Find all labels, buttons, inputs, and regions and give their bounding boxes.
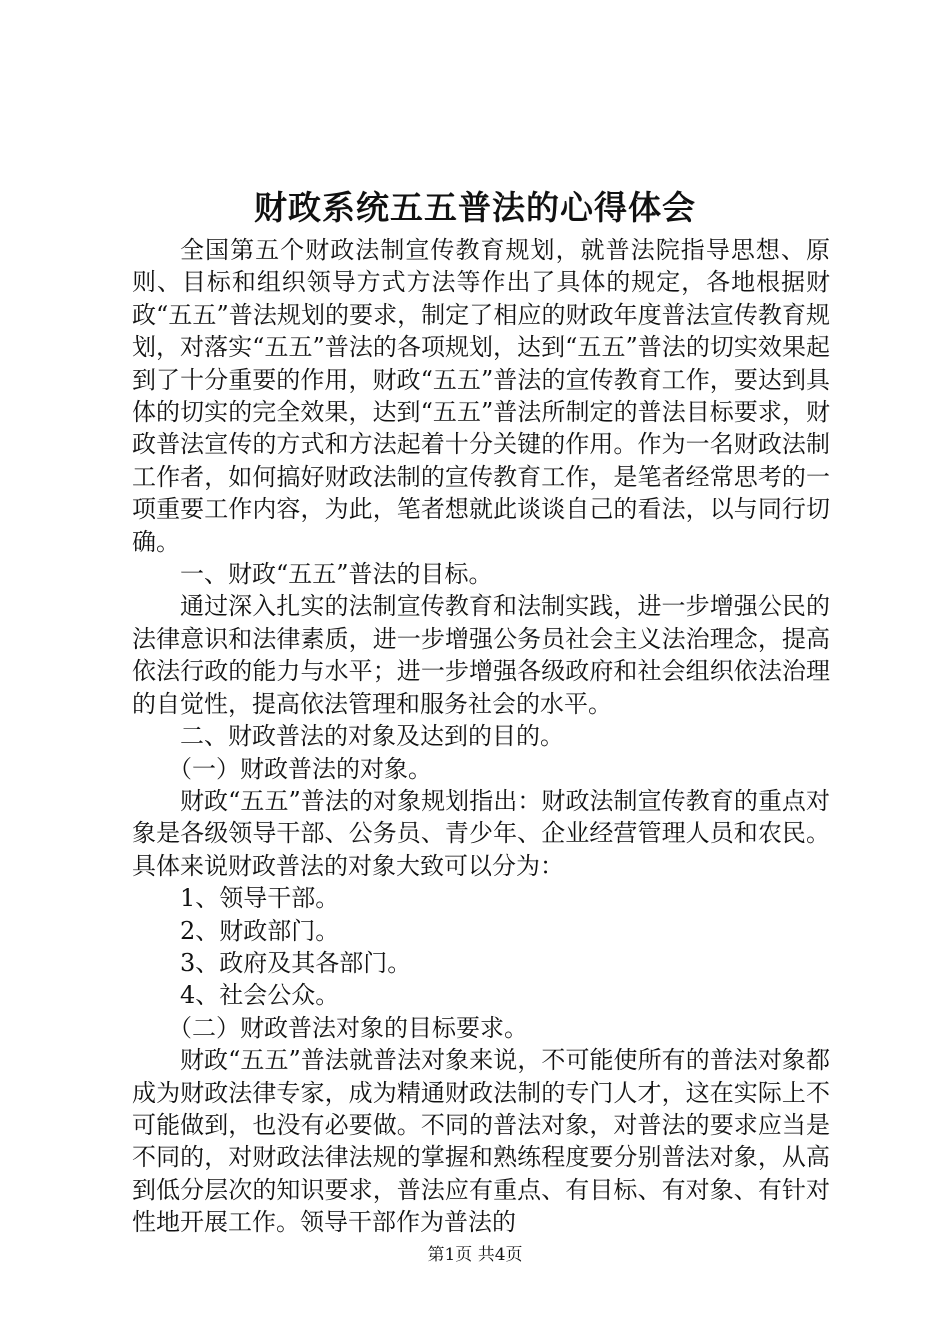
paragraph-targets: 财政“五五”普法的对象规划指出：财政法制宣传教育的重点对象是各级领导干部、公务员、青少年、企业经营管理人员和农民。具体来说财政普法的对象大致可以分为： — [132, 786, 830, 880]
paragraph-intro: 全国第五个财政法制宣传教育规划，就普法院指导思想、原则、目标和组织领导方式方法等作出了具体的规定，各地根据财政“五五”普法规划的要求，制定了相应的财政年度普法宣传教育规划，对落实“五五”普法的各项规划，达到“五五”普法的切实效果起到了十分重要的作用，财政“五五”普法的宣传教育工作，要达到具体的切实的完全效果，达到“五五”普法所制定的普法目标要求，财政普法宣传的方式和方法起着十分关键的作用。作为一名财政法制工作者，如何搞好财政法制的宣传教育工作，是笔者经常思考的一项重要工作内容，为此，笔者想就此谈谈自己的看法，以与同行切确。 — [132, 236, 830, 556]
section-heading-2: 二、财政普法的对象及达到的目的。 — [180, 722, 564, 751]
list-item: 4、社会公众。 — [180, 981, 340, 1010]
subsection-heading-1: （一）财政普法的对象。 — [168, 754, 432, 783]
page-footer: 第1页 共4页 — [427, 1245, 523, 1265]
document-title: 财政系统五五普法的心得体会 — [254, 188, 696, 227]
paragraph-goals: 通过深入扎实的法制宣传教育和法制实践，进一步增强公民的法律意识和法律素质，进一步增强公务员社会主义法治理念，提高依法行政的能力与水平；进一步增强各级政府和社会组织依法治理的自觉性，提高依法管理和服务社会的水平。 — [132, 592, 830, 718]
section-heading-1: 一、财政“五五”普法的目标。 — [180, 560, 493, 589]
paragraph-requirements: 财政“五五”普法就普法对象来说，不可能使所有的普法对象都成为财政法律专家，成为精通财政法制的专门人才，这在实际上不可能做到，也没有必要做。不同的普法对象，对普法的要求应当是不同的，对财政法律法规的掌握和熟练程度要分别普法对象，从高到低分层次的知识要求，普法应有重点、有目标、有对象、有针对性地开展工作。领导干部作为普法的 — [132, 1046, 830, 1237]
list-item: 2、财政部门。 — [180, 916, 340, 945]
list-item: 3、政府及其各部门。 — [180, 948, 412, 977]
document-body — [132, 234, 830, 1239]
list-item: 1、领导干部。 — [180, 884, 340, 913]
subsection-heading-2: （二）财政普法对象的目标要求。 — [168, 1013, 528, 1042]
